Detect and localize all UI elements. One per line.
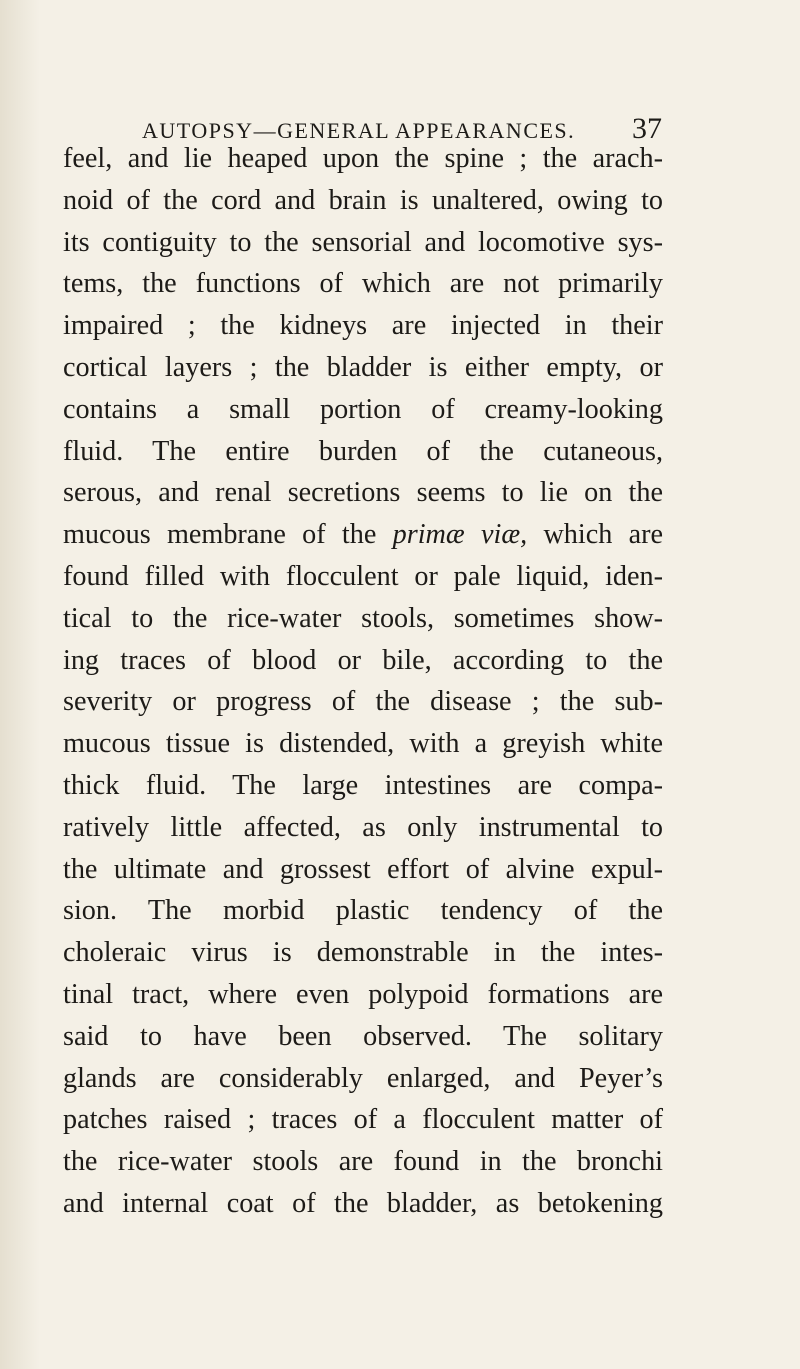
text-line: ratively little affected, as only instrumental to: [63, 811, 663, 843]
text-line: noid of the cord and brain is unaltered, owing to: [63, 184, 663, 216]
text-line: [63, 514, 663, 556]
text-line: fluid. The entire burden of the cutaneous,: [63, 435, 663, 467]
text-line: the ultimate and grossest effort of alvine expul-: [63, 853, 663, 885]
text-segment: mucous membrane of the: [63, 519, 377, 551]
text-line: and internal coat of the bladder, as betokening: [63, 1187, 663, 1219]
text-line: tinal tract, where even polypoid formations are: [63, 978, 663, 1010]
page-number: 37: [632, 112, 662, 145]
text-line: found filled with flocculent or pale liquid, iden-: [63, 560, 663, 592]
text-line: thick fluid. The large intestines are compa-: [63, 769, 663, 801]
text-line: choleraic virus is demonstrable in the intes-: [63, 937, 663, 969]
text-line: severity or progress of the disease ; the sub-: [63, 686, 663, 718]
running-title: AUTOPSY—GENERAL APPEARANCES.: [142, 118, 576, 143]
text-line: tems, the functions of which are not primarily: [63, 268, 663, 300]
italic-phrase: primæ viæ,: [392, 519, 528, 551]
text-line: serous, and renal secretions seems to lie on the: [63, 477, 663, 509]
text-line: the rice-water stools are found in the bronchi: [63, 1146, 663, 1178]
text-line: ing traces of blood or bile, according to the: [63, 644, 663, 676]
text-line: mucous tissue is distended, with a greyish white: [63, 728, 663, 760]
text-line: sion. The morbid plastic tendency of the: [63, 895, 663, 927]
text-line: said to have been observed. The solitary: [63, 1020, 663, 1052]
text-line: tical to the rice-water stools, sometimes show-: [63, 602, 663, 634]
text-line: impaired ; the kidneys are injected in their: [63, 310, 663, 342]
text-line: its contiguity to the sensorial and locomotive sys-: [63, 226, 663, 258]
text-line: contains a small portion of creamy-looking: [63, 393, 663, 425]
text-line: glands are considerably enlarged, and Peyer’s: [63, 1062, 663, 1094]
body-text: [63, 138, 663, 1225]
text-line: feel, and lie heaped upon the spine ; the arach-: [63, 143, 663, 174]
text-segment: which are: [543, 519, 664, 551]
text-line: cortical layers ; the bladder is either empty, or: [63, 351, 663, 383]
text-line: patches raised ; traces of a flocculent matter of: [63, 1104, 663, 1136]
